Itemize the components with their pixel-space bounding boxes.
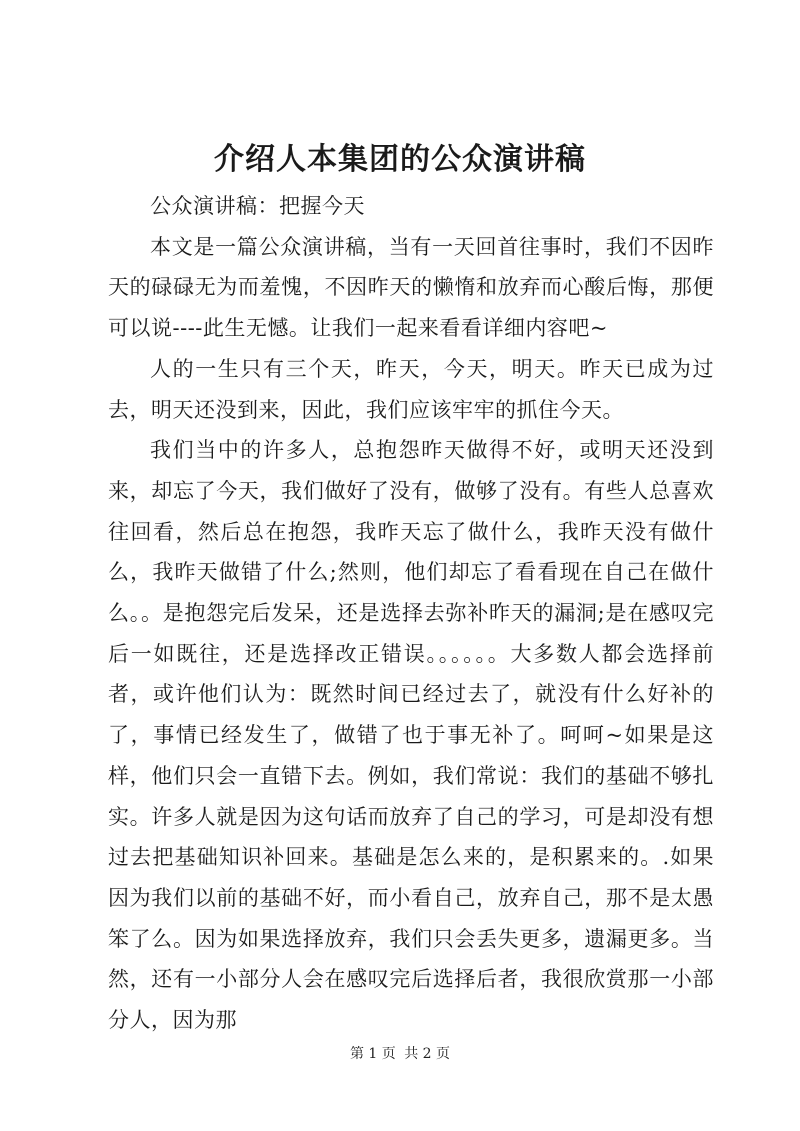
paragraph-subtitle: 公众演讲稿：把握今天 [150, 194, 365, 218]
document-title: 介绍人本集团的公众演讲稿 [214, 142, 586, 177]
document-body [108, 186, 714, 1041]
paragraph-intro: 本文是一篇公众演讲稿，当有一天回首往事时，我们不因昨天的碌碌无为而羞愧，不因昨天的懒惰和放弃而心酸后悔，那便可以说----此生无憾。让我们一起来看看详细内容吧~ [108, 234, 714, 341]
paragraph-three-days: 人的一生只有三个天，昨天，今天，明天。昨天已成为过去，明天还没到来，因此，我们应该牢牢的抓住今天。 [108, 356, 714, 422]
page-number: 第 1 页 [349, 1046, 396, 1062]
page-footer [0, 1044, 800, 1064]
paragraph-main: 我们当中的许多人，总抱怨昨天做得不好，或明天还没到来，却忘了今天，我们做好了没有，做够了没有。有些人总喜欢往回看，然后总在抱怨，我昨天忘了做什么，我昨天没有做什么，我昨天做错了什么;然则，他们却忘了看看现在自己在做什么。。是抱怨完后发呆，还是选择去弥补昨天的漏洞;是在感叹完后一如既往，还是选择改正错误。。。。。。大多数人都会选择前者，或许他们认为：既然时间已经过去了，就没有什么好补的了，事情已经发生了，做错了也于事无补了。呵呵~如果是这样，他们只会一直错下去。例如，我们常说：我们的基础不够扎实。许多人就是因为这句话而放弃了自己的学习，可是却没有想过去把基础知识补回来。基础是怎么来的，是积累来的。.如果因为我们以前的基础不好，而小看自己，放弃自己，那不是太愚笨了么。因为如果选择放弃，我们只会丢失更多，遗漏更多。当然，还有一小部分人会在感叹完后选择后者，我很欣赏那一小部分人，因为那 [108, 438, 714, 1033]
page-total: 共 2 页 [404, 1046, 451, 1062]
